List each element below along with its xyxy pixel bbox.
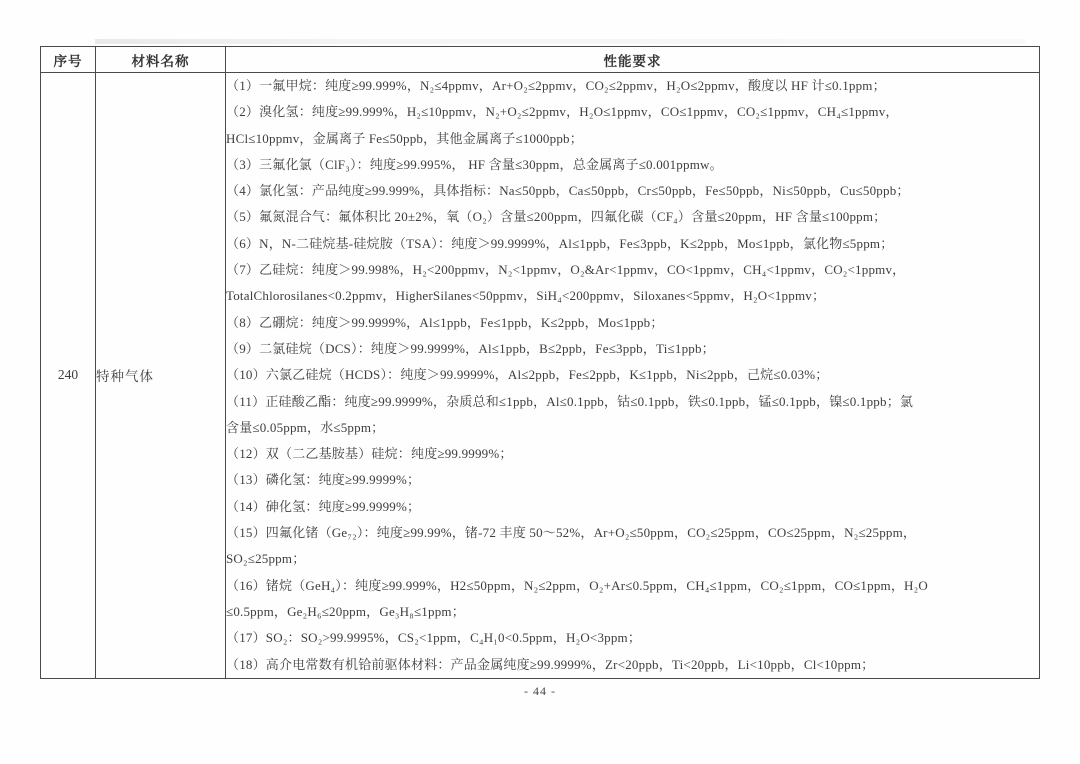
requirement-line: （1）一氟甲烷：纯度≥99.999%，N₂≤4ppmv，Ar+O₂≤2ppmv，CO₂≤2ppmv，H₂O≤2ppmv，酸度以 HF 计≤0.1ppm； <box>226 78 886 93</box>
requirement-line: （15）四氟化锗（Ge₇₂）：纯度≥99.99%，锗-72 丰度 50～52%，Ar+O₂≤50ppm，CO₂≤25ppm，CO≤25ppm，N₂≤25ppm， <box>226 525 917 541</box>
requirement-line: （5）氟氮混合气：氟体积比 20±2%，氧（O₂）含量≤200ppm，四氟化碳（CF₄）含量≤20ppm，HF 含量≤100ppm； <box>226 209 887 225</box>
requirement-line: （17）SO₂：SO₂>99.9995%，CS₂<1ppm，C₄H₁0<0.5ppm，H₂O<3ppm； <box>226 630 642 646</box>
requirement-line: （16）锗烷（GeH₄）：纯度≥99.999%，H2≤50ppm，N₂≤2ppm，O₂+Ar≤0.5ppm，CH₄≤1ppm，CO₂≤1ppm，CO≤1ppm，H₂O <box>226 577 928 593</box>
requirement-line: （9）二氯硅烷（DCS）：纯度＞99.9999%，Al≤1ppb，B≤2ppb，Fe≤3ppb，Ti≤1ppb； <box>226 340 715 356</box>
requirement-line: （12）双（二乙基胺基）硅烷：纯度≥99.9999%； <box>226 446 513 462</box>
page-number: - 44 - <box>524 684 556 698</box>
requirement-line: （6）N，N-二硅烷基-硅烷胺（TSA）：纯度＞99.9999%，Al≤1ppb，Fe≤3ppb，K≤2ppb，Mo≤1ppb，氯化物≤5ppm； <box>226 235 894 251</box>
performance-requirements-cell <box>226 73 1040 679</box>
requirement-line: （10）六氯乙硅烷（HCDS）：纯度＞99.9999%，Al≤2ppb，Fe≤2ppb，K≤1ppb，Ni≤2ppb，己烷≤0.03%； <box>226 367 829 383</box>
scan-artifact <box>95 39 1025 44</box>
serial-number-cell: 240 <box>41 73 96 679</box>
requirement-line: （13）磷化氢：纯度≥99.9999%； <box>226 472 421 488</box>
table-header-row <box>41 47 1040 73</box>
materials-spec-table <box>40 46 1040 679</box>
material-name-cell: 特种气体 <box>96 73 226 679</box>
requirement-line: （11）正硅酸乙酯：纯度≥99.9999%，杂质总和≤1ppb，Al≤0.1ppb，钴≤0.1ppb，铁≤0.1ppb，锰≤0.1ppb，镍≤0.1ppb；氯 <box>226 393 914 409</box>
requirement-line: HCl≤10ppmv，金属离子 Fe≤50ppb，其他金属离子≤1000ppb； <box>226 130 583 146</box>
requirement-line: TotalChlorosilanes<0.2ppmv，HigherSilanes<50ppmv，SiH₄<200ppmv，Siloxanes<5ppmv，H₂O<1ppmv； <box>226 288 826 304</box>
requirement-line: SO₂≤25ppm； <box>226 551 306 567</box>
requirement-line: （3）三氟化氯（ClF₃）：纯度≥99.995%， HF 含量≤30ppm，总金属离子≤0.001ppmw。 <box>226 156 723 172</box>
table-row <box>41 73 1040 679</box>
column-header-performance-requirements: 性能要求 <box>226 47 1040 73</box>
column-header-material-name: 材料名称 <box>96 47 226 73</box>
requirement-line: 含量≤0.05ppm，水≤5ppm； <box>226 419 385 435</box>
requirement-line: （8）乙硼烷：纯度＞99.9999%，Al≤1ppb，Fe≤1ppb，K≤2ppb，Mo≤1ppb； <box>226 314 664 330</box>
requirement-line: （2）溴化氢：纯度≥99.999%，H₂≤10ppmv，N₂+O₂≤2ppmv，H₂O≤1ppmv，CO≤1ppmv，CO₂≤1ppmv，CH₄≤1ppmv， <box>226 104 899 120</box>
column-header-serial-number: 序号 <box>41 47 96 73</box>
requirement-line: ≤0.5ppm，Ge₂H₆≤20ppm，Ge₃H₈≤1ppm； <box>226 603 465 619</box>
requirement-line: （4）氯化氢：产品纯度≥99.999%，具体指标：Na≤50ppb，Ca≤50ppb，Cr≤50ppb，Fe≤50ppb，Ni≤50ppb，Cu≤50ppb； <box>226 183 910 199</box>
requirement-line: （14）砷化氢：纯度≥99.9999%； <box>226 498 421 514</box>
requirement-line: （7）乙硅烷：纯度＞99.998%，H₂<200ppmv，N₂<1ppmv，O₂&Ar<1ppmv，CO<1ppmv，CH₄<1ppmv，CO₂<1ppmv， <box>226 262 906 278</box>
requirement-line: （18）高介电常数有机铪前驱体材料：产品金属纯度≥99.9999%，Zr<20ppb，Ti<20ppb，Li<10ppb，Cl<10ppm； <box>226 656 875 672</box>
